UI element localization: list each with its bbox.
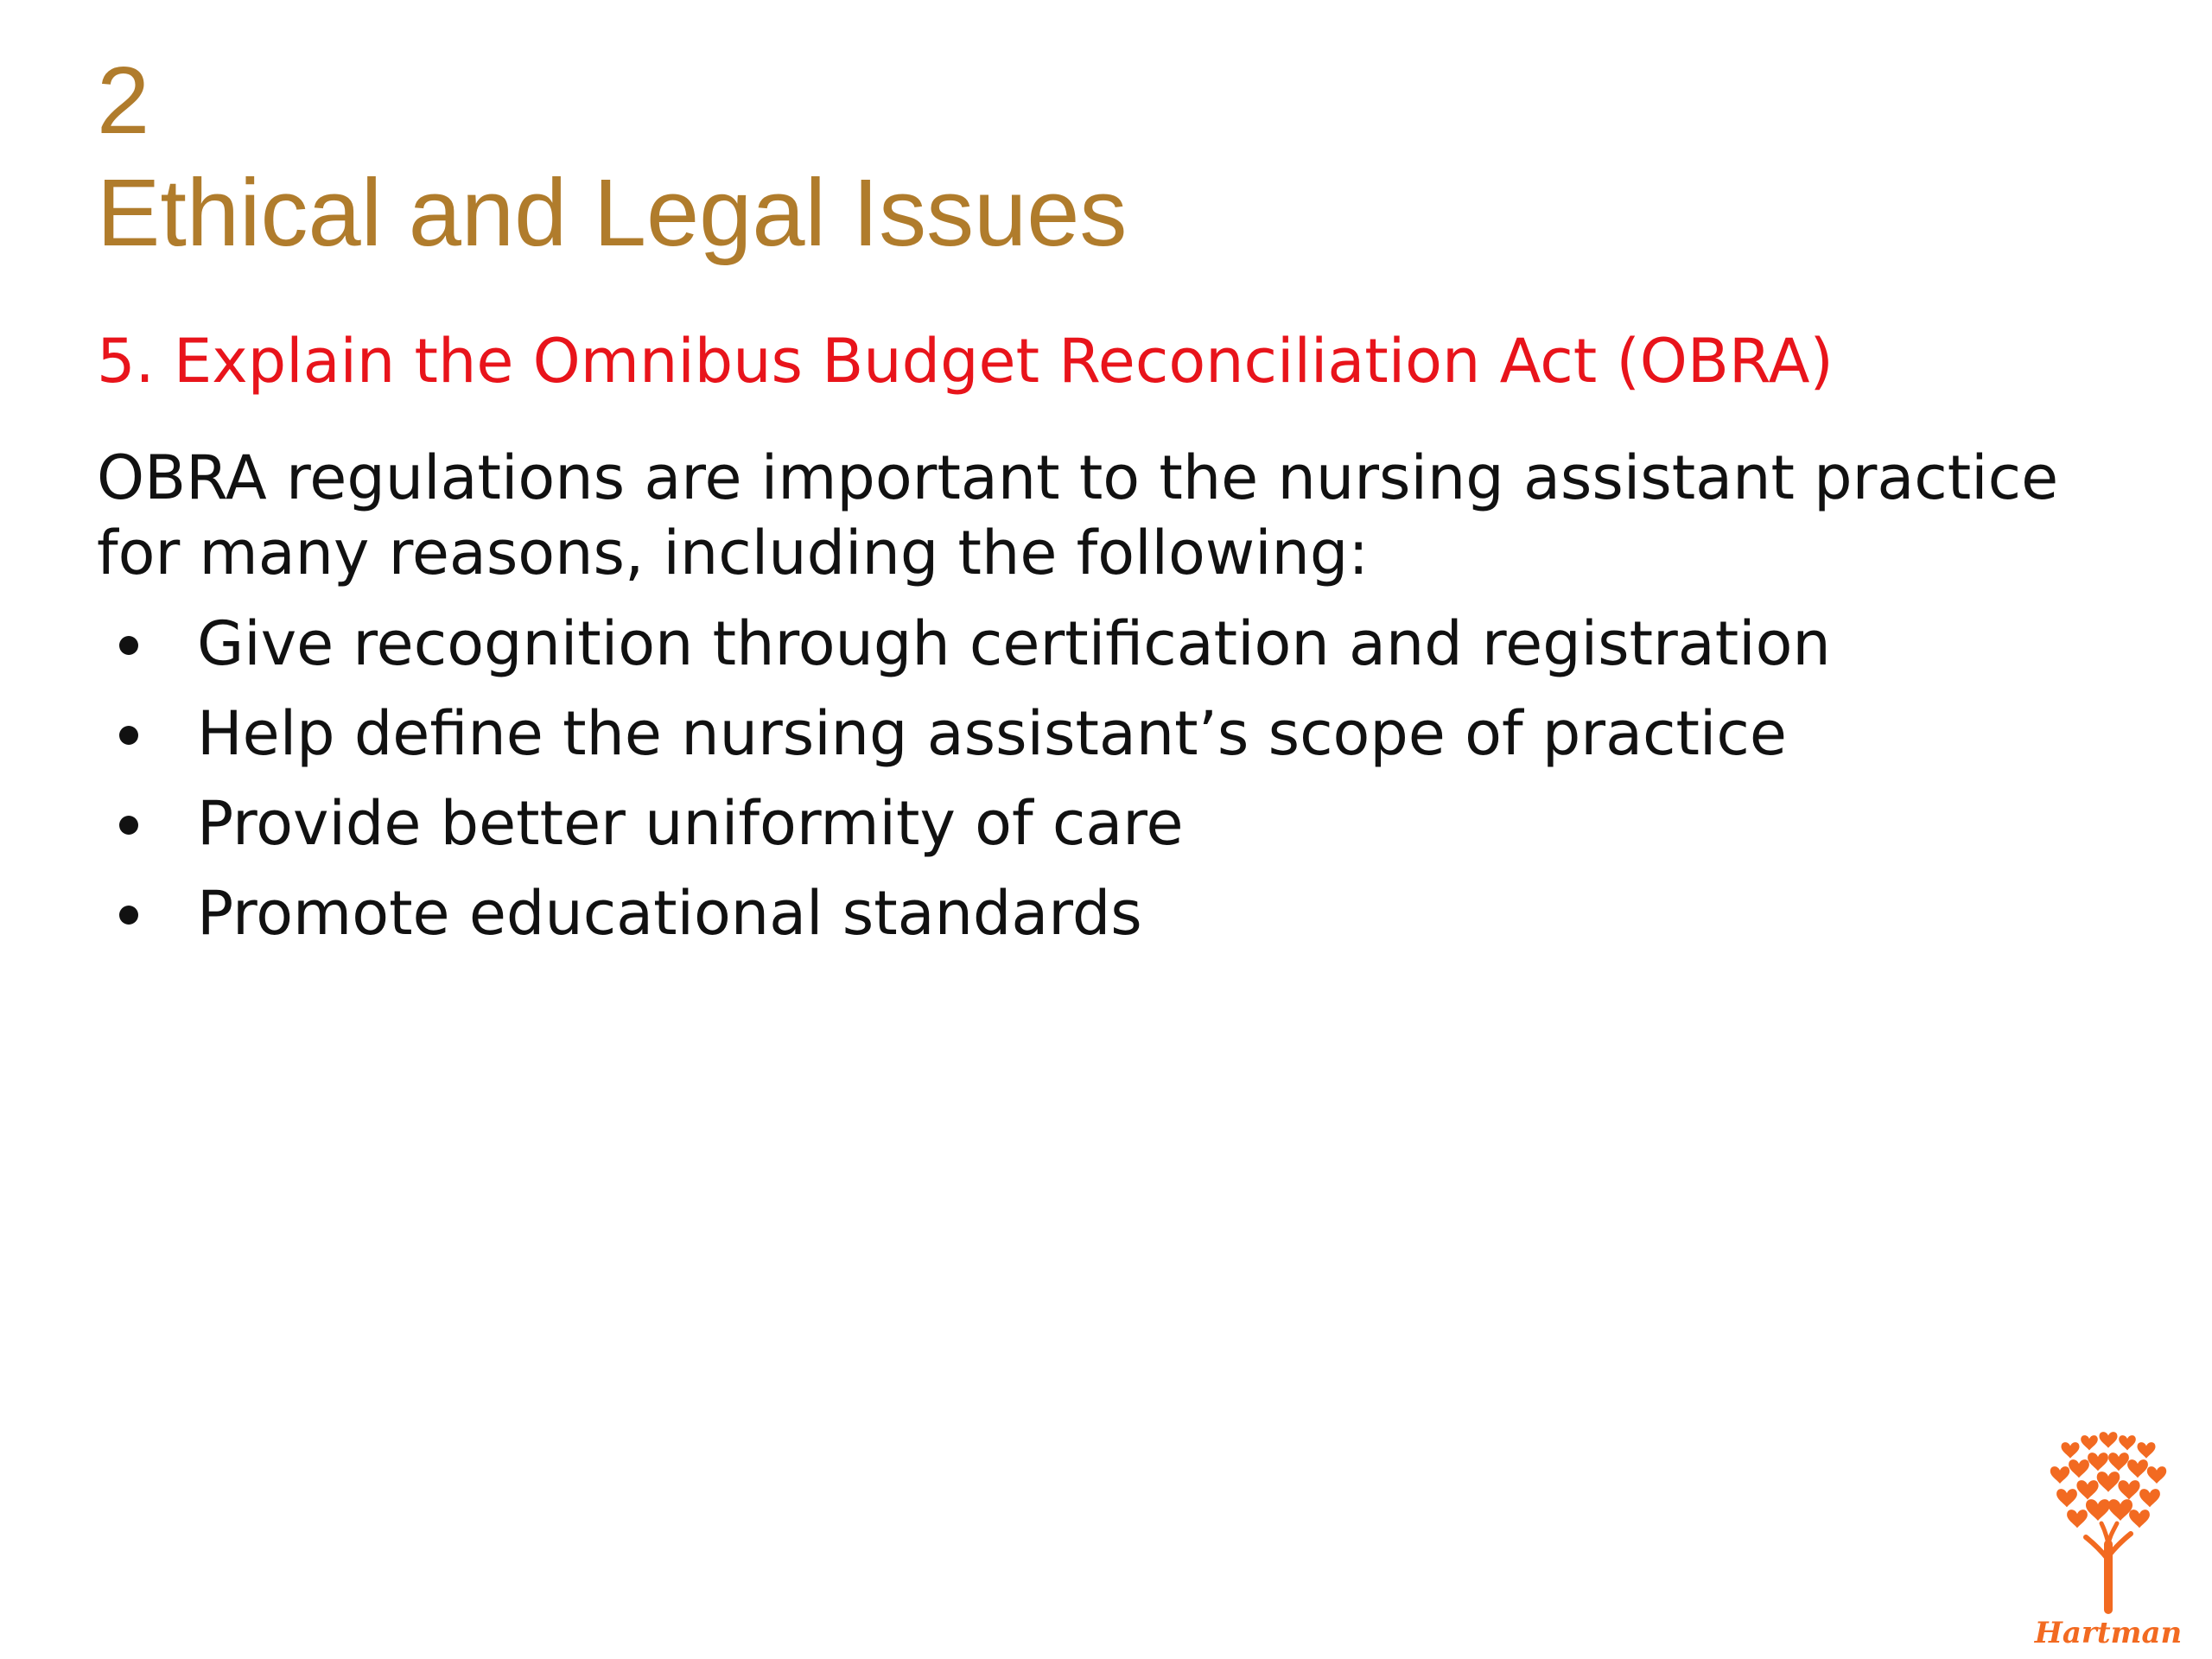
chapter-number: 2 — [97, 48, 150, 154]
bullet-dot-icon — [119, 636, 138, 655]
bullet-dot-icon — [119, 816, 138, 835]
hartman-logo — [2022, 1430, 2195, 1650]
bullet-text: Promote educational standards — [197, 878, 1142, 949]
bullet-text: Help define the nursing assistant’s scope of practice — [197, 698, 1787, 769]
bullet-dot-icon — [119, 906, 138, 925]
bullet-dot-icon — [119, 726, 138, 745]
heart-tree-icon — [2022, 1430, 2195, 1650]
chapter-title: Ethical and Legal Issues — [97, 160, 1128, 266]
logo-wordmark: Hartman — [2034, 1616, 2183, 1650]
bullet-text: Provide better uniformity of care — [197, 788, 1184, 859]
intro-paragraph: OBRA regulations are important to the nursing assistant practice for many reasons, including the following: — [97, 442, 2059, 588]
learning-objective: 5. Explain the Omnibus Budget Reconciliation Act (OBRA) — [97, 326, 1834, 397]
bullet-text: Give recognition through certification and registration — [197, 608, 1831, 679]
